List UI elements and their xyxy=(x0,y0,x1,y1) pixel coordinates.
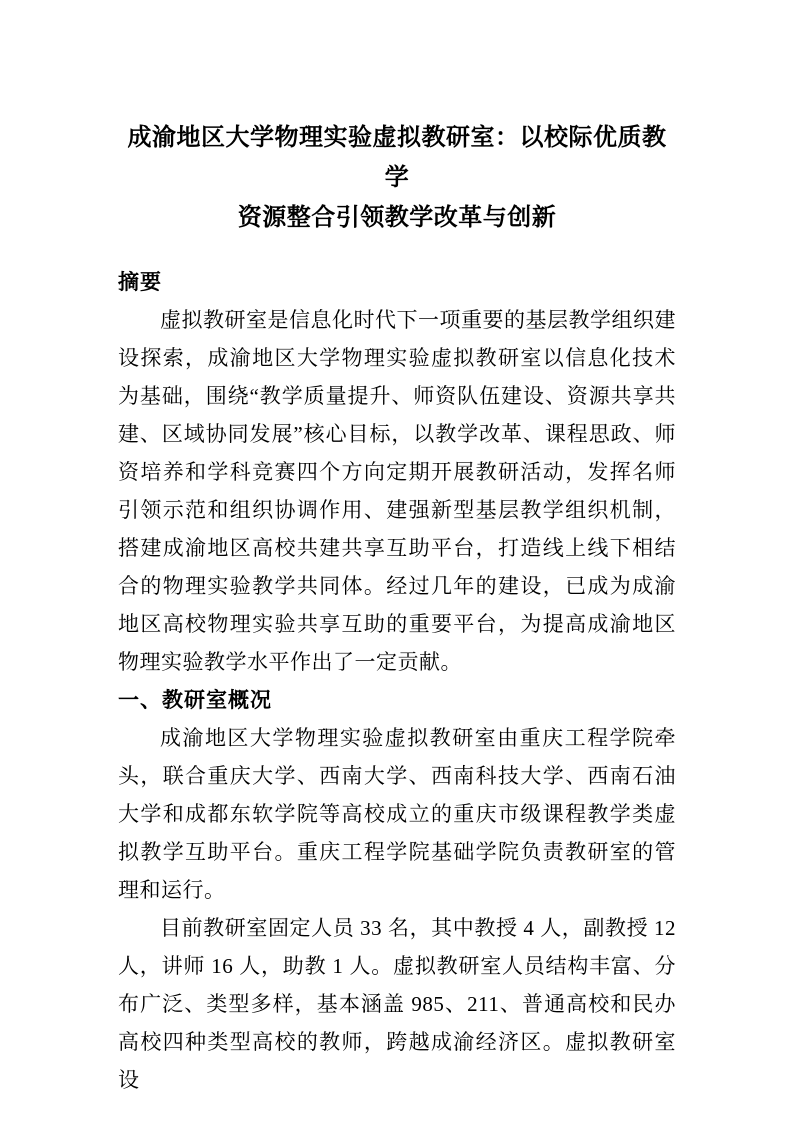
abstract-heading: 摘要 xyxy=(118,270,162,294)
abstract-paragraph: 虚拟教研室是信息化时代下一项重要的基层教学组织建设探索，成渝地区大学物理实验虚拟教研室以信息化技术为基础，围绕“教学质量提升、师资队伍建设、资源共享共建、区域协同发展”核心目标，以教学改革、课程思政、师资培养和学科竞赛四个方向定期开展教研活动，发挥名师引领示范和组织协调作用、建强新型基层教学组织机制，搭建成渝地区高校共建共享互助平台，打造线上线下相结合的物理实验教学共同体。经过几年的建设，已成为成渝地区高校物理实验共享互助的重要平台，为提高成渝地区物理实验教学水平作出了一定贡献。 xyxy=(118,308,676,674)
document-title xyxy=(118,118,676,238)
section-1-heading: 一、教研室概况 xyxy=(118,688,272,712)
section-1-paragraph-1: 成渝地区大学物理实验虚拟教研室由重庆工程学院牵头，联合重庆大学、西南大学、西南科技大学、西南石油大学和成都东软学院等高校成立的重庆市级课程教学类虚拟教学互助平台。重庆工程学院基础学院负责教研室的管理和运行。 xyxy=(118,726,676,902)
document-title-line-2: 资源整合引领教学改革与创新 xyxy=(237,205,557,231)
section-1-paragraph-2: 目前教研室固定人员 33 名，其中教授 4 人，副教授 12 人，讲师 16 人，助教 1 人。虚拟教研室人员结构丰富、分布广泛、类型多样，基本涵盖 985、211、普通高校和民办高校四种类型高校的教师，跨越成渝经济区。虚拟教研室设 xyxy=(118,916,676,1092)
document-title-line-1: 成渝地区大学物理实验虚拟教研室：以校际优质教学 xyxy=(127,125,667,191)
